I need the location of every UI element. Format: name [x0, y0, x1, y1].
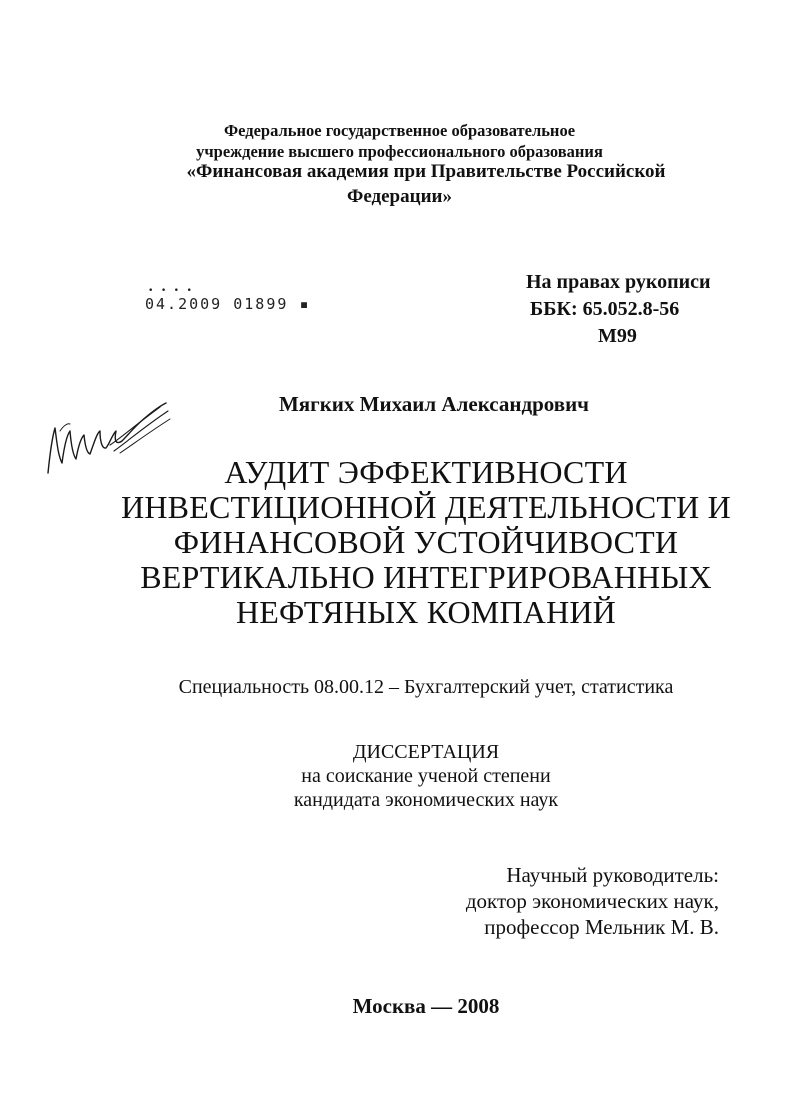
author-name: Мягких Михаил Александрович: [278, 392, 590, 416]
bbk-code: ББК: 65.052.8-56: [530, 298, 680, 320]
institution-line-2: учреждение высшего профессионального образования: [196, 142, 603, 161]
stamp-number: 04.2009 01899: [145, 295, 289, 313]
specialty: Специальность 08.00.12 – Бухгалтерский учет, статистика: [178, 676, 674, 698]
dissertation-title: [0, 455, 799, 630]
dissertation-block: [0, 740, 799, 812]
institution-line-1: Федеральное государственное образовательное: [223, 121, 576, 140]
institution-line-3: «Финансовая академия при Правительстве Российской: [186, 161, 666, 182]
stamp-mark-icon: ▪: [299, 295, 311, 313]
title-line-4: ВЕРТИКАЛЬНО ИНТЕГРИРОВАННЫХ: [140, 559, 712, 595]
advisor-name: профессор Мельник М. В.: [484, 915, 719, 939]
title-line-2: ИНВЕСТИЦИОННОЙ ДЕЯТЕЛЬНОСТИ И: [121, 489, 731, 525]
dissertation-line-3: кандидата экономических наук: [293, 789, 559, 811]
title-line-3: ФИНАНСОВОЙ УСТОЙЧИВОСТИ: [173, 524, 679, 560]
institution-line-4: Федерации»: [347, 186, 452, 207]
advisor-degree: доктор экономических наук,: [465, 889, 719, 913]
manuscript-rights: На правах рукописи: [526, 271, 711, 293]
dissertation-line-2: на соискание ученой степени: [301, 765, 551, 787]
dissertation-label: ДИССЕРТАЦИЯ: [352, 741, 500, 763]
library-stamp: [145, 286, 311, 313]
title-line-5: НЕФТЯНЫХ КОМПАНИЙ: [236, 594, 616, 630]
title-line-1: АУДИТ ЭФФЕКТИВНОСТИ: [224, 454, 628, 490]
author-mark: М99: [598, 325, 637, 347]
advisor-block: [466, 862, 719, 940]
city-year: Москва — 2008: [352, 994, 500, 1018]
stamp-dots: • • • •: [148, 286, 193, 296]
advisor-label: Научный руководитель:: [506, 863, 719, 887]
